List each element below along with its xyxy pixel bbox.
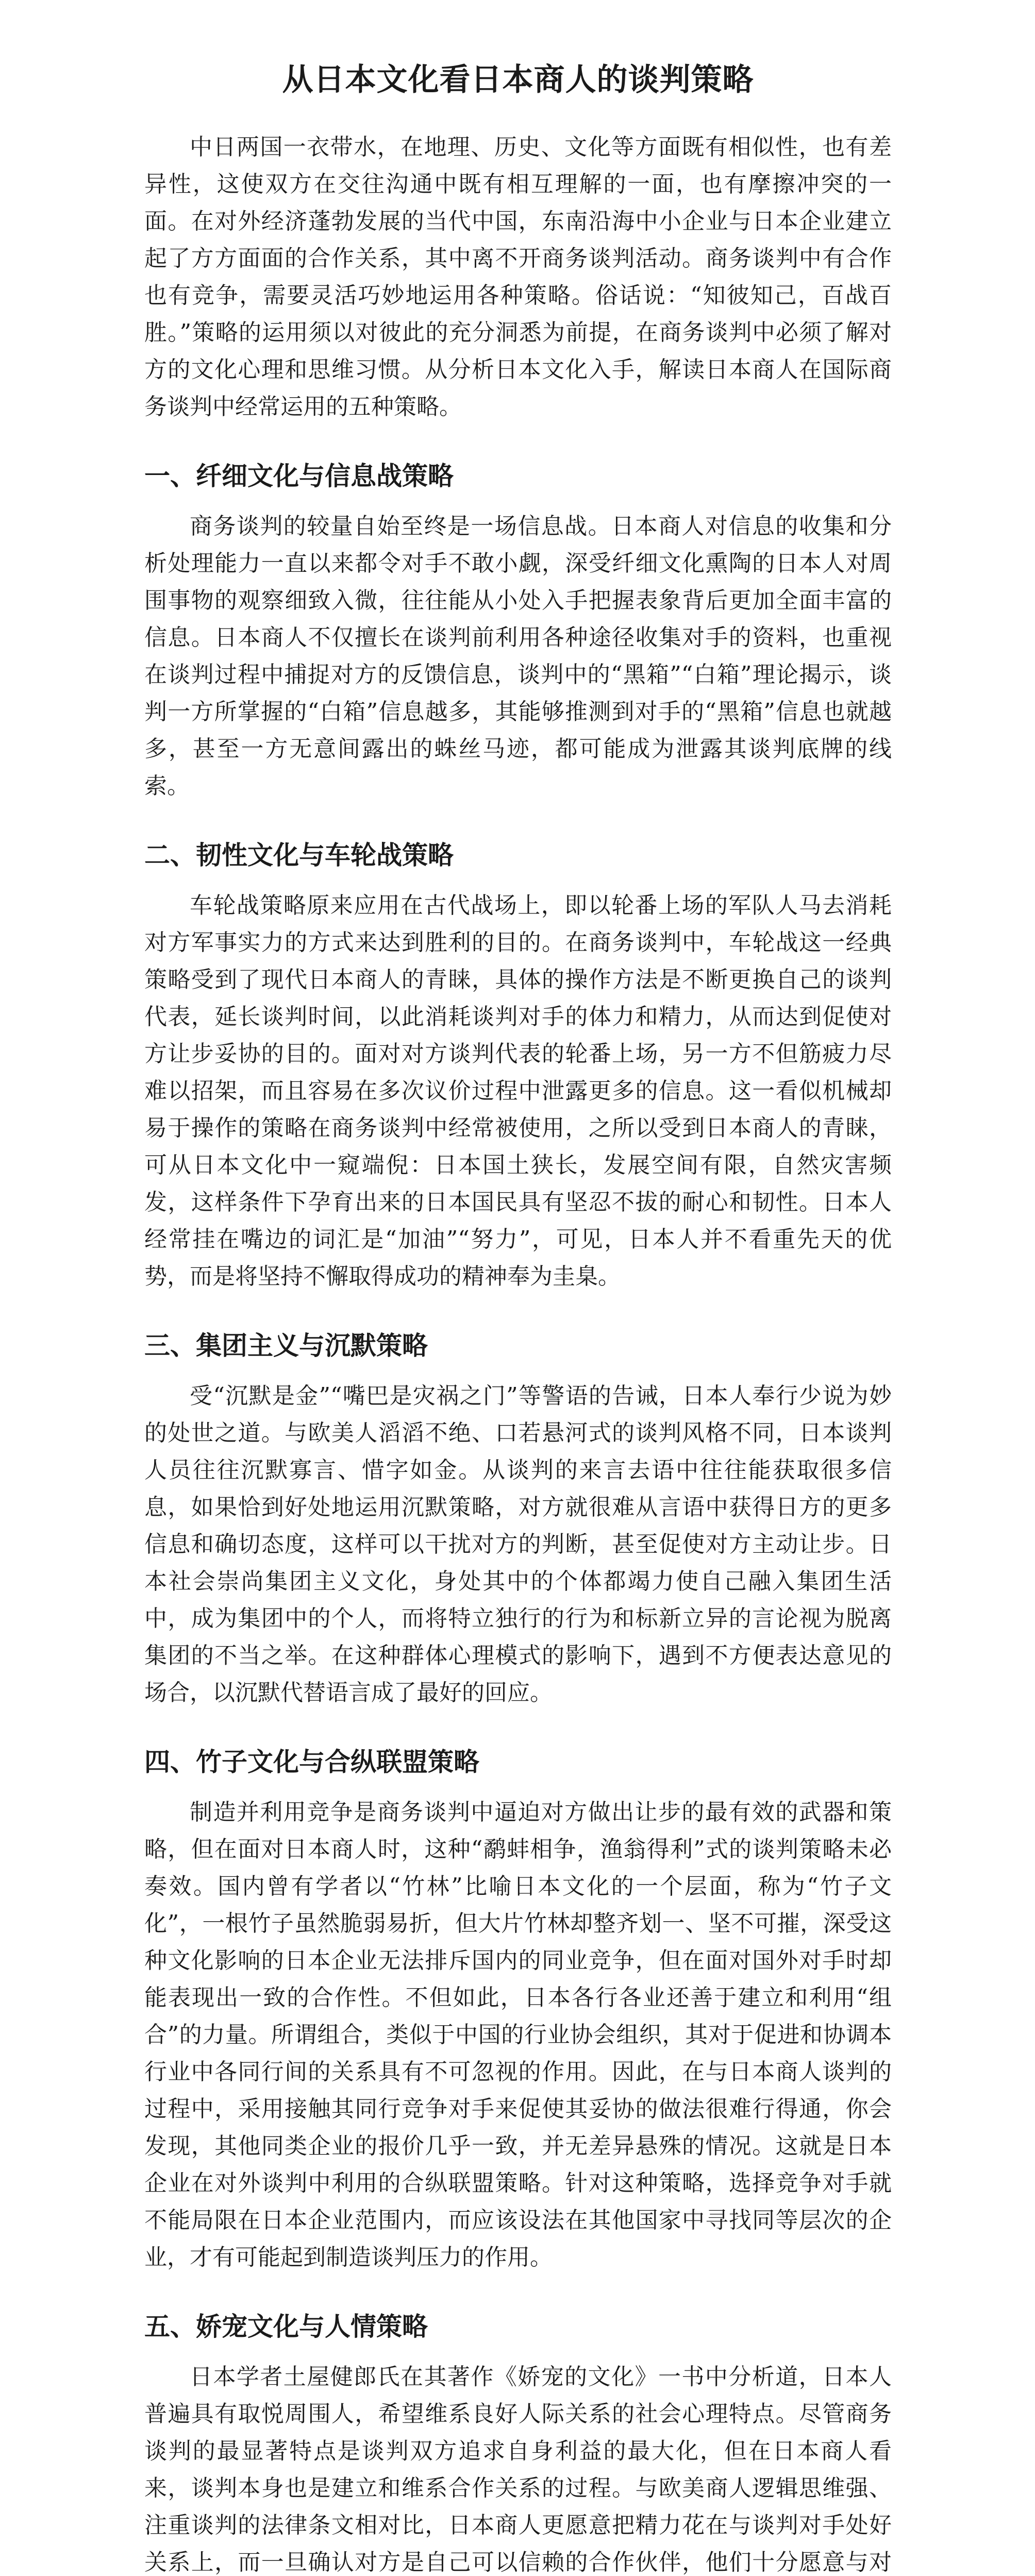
article-title: 从日本文化看日本商人的谈判策略 <box>282 62 754 98</box>
section-1-paragraph: 商务谈判的较量自始至终是一场信息战。日本商人对信息的收集和分析处理能力一直以来都令对手不敢小觑，深受纤细文化熏陶的日本人对周围事物的观察细致入微，往往能从小处入手把握表象背后更加全面丰富的信息。日本商人不仅擅长在谈判前利用各种途径收集对手的资料，也重视在谈判过程中捕捉对方的反馈信息，谈判中的“黑箱”“白箱”理论揭示，谈判一方所掌握的“白箱”信息越多，其能够推测到对手的“黑箱”信息也就越多，甚至一方无意间露出的蛛丝马迹，都可能成为泄露其谈判底牌的线索。 <box>144 513 892 799</box>
article <box>144 57 892 2576</box>
section-2-heading: 二、韧性文化与车轮战策略 <box>144 840 454 870</box>
section-5-paragraph: 日本学者土屋健郎氏在其著作《娇宠的文化》一书中分析道，日本人普遍具有取悦周围人，希望维系良好人际关系的社会心理特点。尽管商务谈判的最显著特点是谈判双方追求自身利益的最大化，但在日本商人看来，谈判本身也是建立和维系合作关系的过程。与欧美商人逻辑思维强、注重谈判的法律条文相对比，日本商人更愿意把精力花在与谈判对手处好关系上，而一旦确认对方是自己可以信赖的合作伙伴，他们十分愿意与对 <box>144 2364 892 2575</box>
section-4-paragraph: 制造并利用竞争是商务谈判中逼迫对方做出让步的最有效的武器和策略，但在面对日本商人时，这种“鹬蚌相争，渔翁得利”式的谈判策略未必奏效。国内曾有学者以“竹林”比喻日本文化的一个层面，称为“竹子文化”，一根竹子虽然脆弱易折，但大片竹林却整齐划一、坚不可摧，深受这种文化影响的日本企业无法排斥国内的同业竞争，但在面对国外对手时却能表现出一致的合作性。不但如此，日本各行各业还善于建立和利用“组合”的力量。所谓组合，类似于中国的行业协会组织，其对于促进和协调本行业中各同行间的关系具有不可忽视的作用。因此，在与日本商人谈判的过程中，采用接触其同行竞争对手来促使其妥协的做法很难行得通，你会发现，其他同类企业的报价几乎一致，并无差异悬殊的情况。这就是日本企业在对外谈判中利用的合纵联盟策略。针对这种策略，选择竞争对手就不能局限在日本企业范围内，而应该设法在其他国家中寻找同等层次的企业，才有可能起到制造谈判压力的作用。 <box>144 1799 892 2270</box>
section-3-paragraph: 受“沉默是金”“嘴巴是灾祸之门”等警语的告诫，日本人奉行少说为妙的处世之道。与欧美人滔滔不绝、口若悬河式的谈判风格不同，日本谈判人员往往沉默寡言、惜字如金。从谈判的来言去语中往往能获取很多信息，如果恰到好处地运用沉默策略，对方就很难从言语中获得日方的更多信息和确切态度，这样可以干扰对方的判断，甚至促使对方主动让步。日本社会崇尚集团主义文化，身处其中的个体都竭力使自己融入集团生活中，成为集团中的个人，而将特立独行的行为和标新立异的言论视为脱离集团的不当之举。在这种群体心理模式的影响下，遇到不方便表达意见的场合，以沉默代替语言成了最好的回应。 <box>144 1383 892 1706</box>
section-2-paragraph: 车轮战策略原来应用在古代战场上，即以轮番上场的军队人马去消耗对方军事实力的方式来达到胜利的目的。在商务谈判中，车轮战这一经典策略受到了现代日本商人的青睐，具体的操作方法是不断更换自己的谈判代表，延长谈判时间，以此消耗谈判对手的体力和精力，从而达到促使对方让步妥协的目的。面对对方谈判代表的轮番上场，另一方不但筋疲力尽难以招架，而且容易在多次议价过程中泄露更多的信息。这一看似机械却易于操作的策略在商务谈判中经常被使用，之所以受到日本商人的青睐，可从日本文化中一窥端倪：日本国土狭长，发展空间有限，自然灾害频发，这样条件下孕育出来的日本国民具有坚忍不拔的耐心和韧性。日本人经常挂在嘴边的词汇是“加油”“努力”，可见，日本人并不看重先天的优势，而是将坚持不懈取得成功的精神奉为圭臬。 <box>144 892 892 1290</box>
section-4-heading: 四、竹子文化与合纵联盟策略 <box>144 1747 479 1777</box>
section-3-heading: 三、集团主义与沉默策略 <box>144 1331 428 1361</box>
section-5-heading: 五、娇宠文化与人情策略 <box>144 2312 428 2342</box>
intro-paragraph: 中日两国一衣带水，在地理、历史、文化等方面既有相似性，也有差异性，这使双方在交往沟通中既有相互理解的一面，也有摩擦冲突的一面。在对外经济蓬勃发展的当代中国，东南沿海中小企业与日本企业建立起了方方面面的合作关系，其中离不开商务谈判活动。商务谈判中有合作也有竞争，需要灵活巧妙地运用各种策略。俗话说：“知彼知己，百战百胜。”策略的运用须以对彼此的充分洞悉为前提，在商务谈判中必须了解对方的文化心理和思维习惯。从分析日本文化入手，解读日本商人在国际商务谈判中经常运用的五种策略。 <box>144 134 892 420</box>
section-1-heading: 一、纤细文化与信息战策略 <box>144 461 454 491</box>
